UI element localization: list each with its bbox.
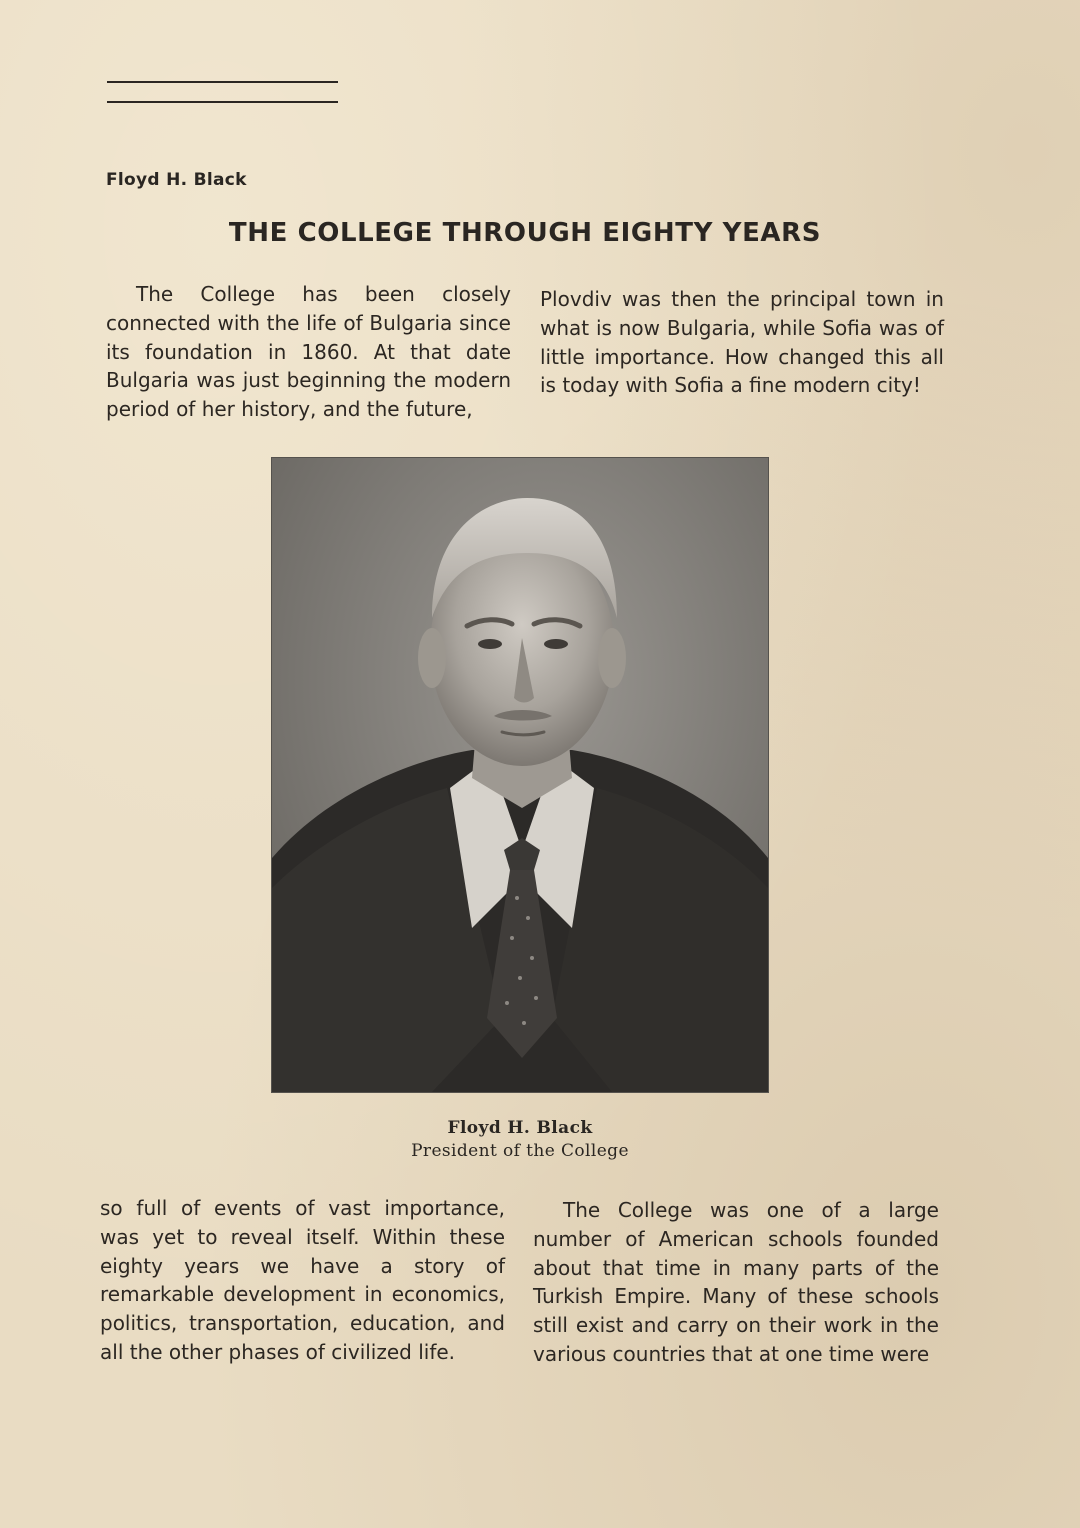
header-rule-bottom — [107, 101, 338, 103]
paragraph-top-right: Plovdiv was then the principal town in what is now Bulgaria, while Sofia was of little importance. How changed this all is today with Sofia a fine modern city! — [540, 287, 944, 398]
header-rule-top — [107, 81, 338, 83]
author-byline: Floyd H. Black — [106, 170, 247, 190]
paragraph-bottom-left: so full of events of vast importance, was yet to reveal itself. Within these eighty years we have a story of remarkable development in economics, politics, transportation, education, and all the other phases of civilized life. — [100, 1196, 505, 1364]
article-title: THE COLLEGE THROUGH EIGHTY YEARS — [228, 218, 822, 248]
paragraph-top-left: The College has been closely connected with the life of Bulgaria since its foundation in 1860. At that date Bulgaria was just beginning the modern period of her history, and the future, — [106, 282, 511, 422]
photo-caption-name: Floyd H. Black — [447, 1118, 593, 1138]
photo-caption-role: President of the College — [411, 1141, 629, 1161]
portrait-illustration — [272, 458, 768, 1092]
portrait-photo — [272, 458, 768, 1092]
paragraph-bottom-right: The College was one of a large number of American schools founded about that time in many parts of the Turkish Empire. Many of these schools still exist and carry on their work in the various countries that at one time were — [533, 1198, 939, 1366]
